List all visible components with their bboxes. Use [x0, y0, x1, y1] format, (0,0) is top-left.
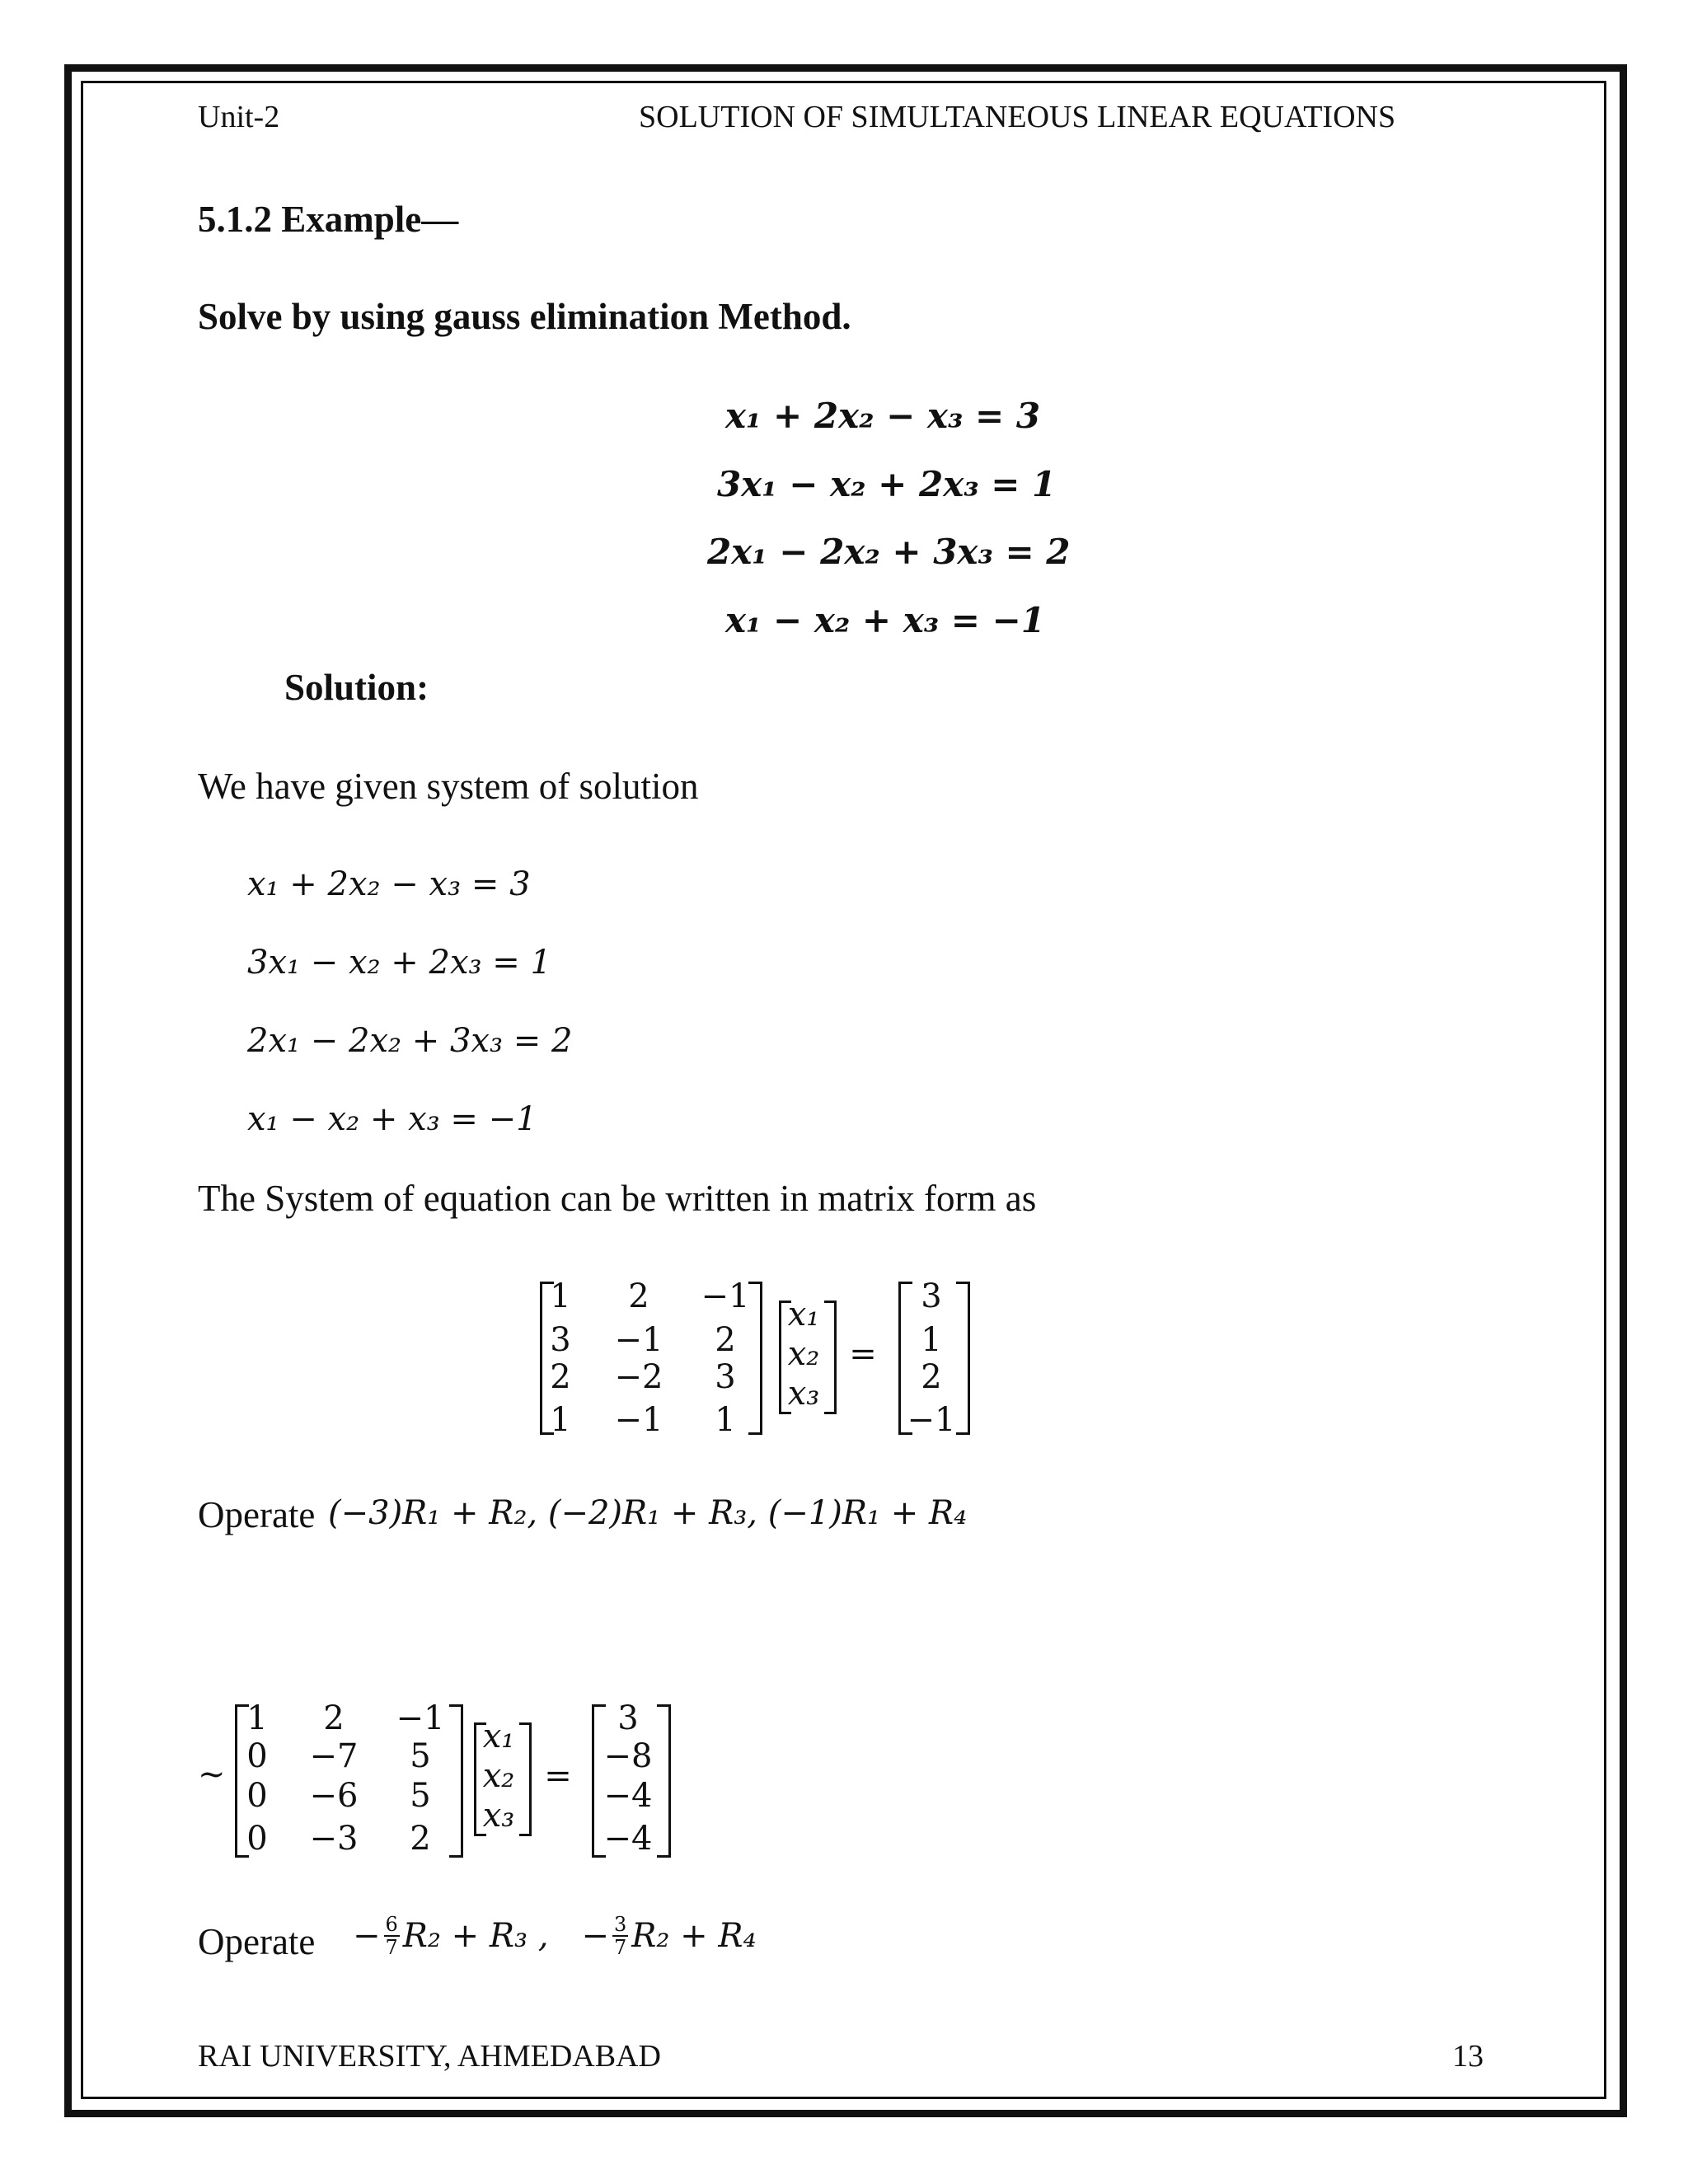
matrix-cell: 5 — [410, 1737, 431, 1775]
equation-1: x₁ + 2x₂ − x₃ = 3 — [247, 865, 531, 903]
vector-cell: 3 — [617, 1699, 639, 1737]
operate-label-1: Operate — [198, 1494, 316, 1535]
equation-4-bold: x₁ − x₂ + x₃ = −1 — [725, 600, 1046, 640]
vector-cell: x₁ — [787, 1296, 820, 1333]
matrix-cell: 1 — [550, 1401, 571, 1439]
vector-cell: x₃ — [787, 1375, 820, 1413]
matrix-cell: −2 — [614, 1358, 663, 1396]
header-title: SOLUTION OF SIMULTANEOUS LINEAR EQUATIONS — [639, 100, 1396, 134]
intro-text: We have given system of solution — [198, 766, 699, 807]
vector-cell: 3 — [921, 1277, 942, 1315]
vector-cell: −8 — [603, 1737, 653, 1775]
matrix-cell: 1 — [246, 1699, 268, 1737]
equals-sign: = — [849, 1335, 877, 1373]
equation-2: 3x₁ − x₂ + 2x₃ = 1 — [247, 944, 551, 982]
matrix-cell: −1 — [701, 1277, 750, 1315]
operate-label-2: Operate — [198, 1921, 316, 1962]
vector-cell: 1 — [921, 1321, 942, 1359]
operate-term: R₂ + R₃ , — [402, 1917, 549, 1955]
vector-cell: x₃ — [482, 1797, 515, 1835]
matrix-cell: −1 — [614, 1401, 663, 1439]
matrix-cell: −1 — [614, 1321, 663, 1359]
minus-sign: − — [353, 1917, 381, 1955]
solution-label: Solution: — [284, 667, 429, 708]
vector-cell: x₂ — [787, 1335, 820, 1373]
matrix-cell: 5 — [410, 1777, 431, 1815]
matrix-cell: 0 — [246, 1777, 268, 1815]
matrix-cell: −3 — [309, 1820, 359, 1858]
matrix-cell: 1 — [550, 1277, 571, 1315]
matrix-cell: 2 — [323, 1699, 345, 1737]
operate-term: R₂ + R₄ — [631, 1917, 757, 1955]
fraction-numerator: 6 — [385, 1913, 398, 1936]
fraction — [384, 1914, 400, 1958]
matrix-cell: −7 — [309, 1737, 359, 1775]
tilde-symbol: ~ — [198, 1755, 226, 1793]
matrix-form-text: The System of equation can be written in matrix form as — [198, 1178, 1037, 1219]
fraction-denominator: 7 — [385, 1936, 398, 1959]
vector-cell: x₁ — [482, 1718, 515, 1755]
vector-cell: x₂ — [482, 1757, 515, 1795]
vector-cell: −4 — [603, 1820, 653, 1858]
matrix-cell: 3 — [550, 1321, 571, 1359]
matrix-cell: 0 — [246, 1737, 268, 1775]
matrix-cell: 2 — [628, 1277, 649, 1315]
matrix-cell: 1 — [715, 1401, 736, 1439]
matrix-cell: −1 — [396, 1699, 445, 1737]
equation-1-bold: x₁ + 2x₂ − x₃ = 3 — [725, 396, 1041, 436]
example-instruction: Solve by using gauss elimination Method. — [198, 296, 851, 337]
equals-sign: = — [544, 1757, 572, 1795]
vector-cell: 2 — [921, 1358, 942, 1396]
example-heading: 5.1.2 Example— — [198, 199, 459, 240]
page-number: 13 — [1452, 2039, 1484, 2074]
equation-3: 2x₁ − 2x₂ + 3x₃ = 2 — [247, 1022, 573, 1060]
matrix-cell: 3 — [715, 1358, 736, 1396]
vector-cell: −1 — [907, 1401, 956, 1439]
equation-2-bold: 3x₁ − x₂ + 2x₃ = 1 — [717, 464, 1057, 504]
header-unit: Unit-2 — [198, 100, 280, 134]
footer-university: RAI UNIVERSITY, AHMEDABAD — [198, 2039, 661, 2074]
fraction — [612, 1914, 628, 1958]
operate-expression-2 — [353, 1914, 757, 1958]
fraction-numerator: 3 — [614, 1913, 627, 1936]
matrix-cell: 2 — [550, 1358, 571, 1396]
minus-sign: − — [581, 1917, 609, 1955]
vector-cell: −4 — [603, 1777, 653, 1815]
matrix-cell: −6 — [309, 1777, 359, 1815]
matrix-cell: 2 — [410, 1820, 431, 1858]
matrix-cell: 2 — [715, 1321, 736, 1359]
fraction-denominator: 7 — [614, 1936, 627, 1959]
operate-expression-1: (−3)R₁ + R₂, (−2)R₁ + R₃, (−1)R₁ + R₄ — [328, 1494, 968, 1532]
equation-4: x₁ − x₂ + x₃ = −1 — [247, 1100, 537, 1138]
matrix-cell: 0 — [246, 1820, 268, 1858]
equation-3-bold: 2x₁ − 2x₂ + 3x₃ = 2 — [707, 532, 1071, 572]
